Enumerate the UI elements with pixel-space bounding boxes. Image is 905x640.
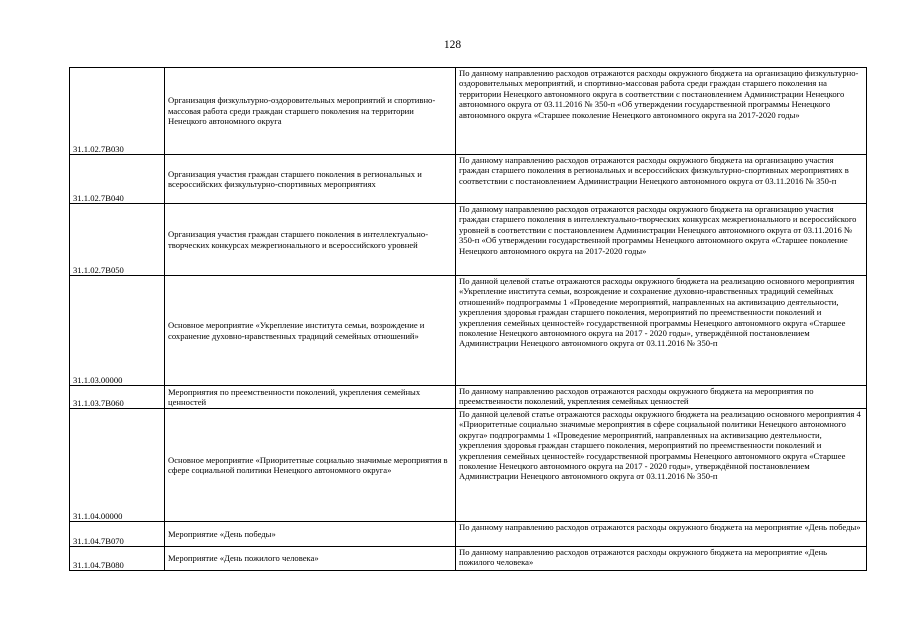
code-cell: 31.1.04.00000 <box>70 409 165 522</box>
name-cell: Организация физкультурно-оздоровительных мероприятий и спортивно-массовая работа среди граждан старшего поколения на территории Ненецкого автономного округа <box>165 68 456 155</box>
table-row <box>70 276 867 386</box>
name-cell: Организация участия граждан старшего поколения в интеллектуально-творческих конкурсах межрегионального и всероссийского уровней <box>165 204 456 276</box>
table-row <box>70 204 867 276</box>
name-cell: Организация участия граждан старшего поколения в региональных и всероссийских физкультурно-спортивных мероприятиях <box>165 155 456 204</box>
description-cell: По данному направлению расходов отражаются расходы окружного бюджета на организацию участия граждан старшего поколения в интеллектуально-творческих конкурсах межрегионального и всероссийского уровней в соответствии с постановлением Администрации Ненецкого автономного округа от 03.11.2016 № 350-п «Об утверждении государственной программы Ненецкого автономного округа «Старшее поколение Ненецкого автономного округа на 2017-2020 годы» <box>456 204 867 276</box>
description-cell: По данному направлению расходов отражаются расходы окружного бюджета на организацию участия граждан старшего поколения в региональных и всероссийских физкультурно-спортивных мероприятиях в соответствии с постановлением Администрации Ненецкого автономного округа от 03.11.2016 № 350-п <box>456 155 867 204</box>
table-row <box>70 68 867 155</box>
page-number: 128 <box>443 39 462 51</box>
code-cell: 31.1.04.7В080 <box>70 547 165 571</box>
code-cell: 31.1.04.7В070 <box>70 522 165 547</box>
description-cell: По данному направлению расходов отражаются расходы окружного бюджета на мероприятие «День победы» <box>456 522 867 547</box>
name-cell: Мероприятие «День пожилого человека» <box>165 547 456 571</box>
name-cell: Основное мероприятие «Приоритетные социально значимые мероприятия в сфере социальной политики Ненецкого автономного округа» <box>165 409 456 522</box>
description-cell: По данной целевой статье отражаются расходы окружного бюджета на реализацию основного мероприятия 4 «Приоритетные социально значимые мероприятия в сфере социальной политики Ненецкого автономного округа» подпрограммы 1 «Проведение мероприятий, направленных на активизацию деятельности, укрепления здоровья граждан старшего поколения, мероприятий по преемственности поколений и укрепления семейных ценностей» государственной программы Ненецкого автономного округа «Старшее поколение Ненецкого автономного округа на 2017 - 2020 годы», утверждённой постановлением Администрации Ненецкого автономного округа от 03.11.2016 № 350-п <box>456 409 867 522</box>
code-cell: 31.1.03.00000 <box>70 276 165 386</box>
table-row <box>70 547 867 571</box>
name-cell: Основное мероприятие «Укрепление института семьи, возрождение и сохранение духовно-нравственных традиций семейных отношений» <box>165 276 456 386</box>
table-row <box>70 409 867 522</box>
code-cell: 31.1.03.7В060 <box>70 386 165 409</box>
budget-classification-table <box>69 67 867 571</box>
table-row <box>70 522 867 547</box>
code-cell: 31.1.02.7В030 <box>70 68 165 155</box>
code-cell: 31.1.02.7В050 <box>70 204 165 276</box>
description-cell: По данному направлению расходов отражаются расходы окружного бюджета на мероприятия по преемственности поколений, укрепления семейных ценностей <box>456 386 867 409</box>
description-cell: По данному направлению расходов отражаются расходы окружного бюджета на мероприятие «День пожилого человека» <box>456 547 867 571</box>
description-cell: По данной целевой статье отражаются расходы окружного бюджета на реализацию основного мероприятия «Укрепление института семьи, возрождение и сохранение духовно-нравственных традиций семейных отношений» подпрограммы 1 «Проведение мероприятий, направленных на активизацию деятельности, укрепления здоровья граждан старшего поколения, мероприятий по преемственности поколений и укрепления семейных ценностей» государственной программы Ненецкого автономного округа «Старшее поколение Ненецкого автономного округа на 2017 - 2020 годы», утверждённой постановлением Администрации Ненецкого автономного округа от 03.11.2016 № 350-п <box>456 276 867 386</box>
code-cell: 31.1.02.7В040 <box>70 155 165 204</box>
name-cell: Мероприятие «День победы» <box>165 522 456 547</box>
name-cell: Мероприятия по преемственности поколений, укрепления семейных ценностей <box>165 386 456 409</box>
table-row <box>70 155 867 204</box>
table-row <box>70 386 867 409</box>
description-cell: По данному направлению расходов отражаются расходы окружного бюджета на организацию физкультурно-оздоровительных мероприятий, и спортивно-массовая работа среди граждан старшего поколения на территории Ненецкого автономного округа в соответствии с постановлением Администрации Ненецкого автономного округа от 03.11.2016 № 350-п «Об утверждении государственной программы Ненецкого автономного округа «Старшее поколение Ненецкого автономного округа на 2017-2020 годы» <box>456 68 867 155</box>
